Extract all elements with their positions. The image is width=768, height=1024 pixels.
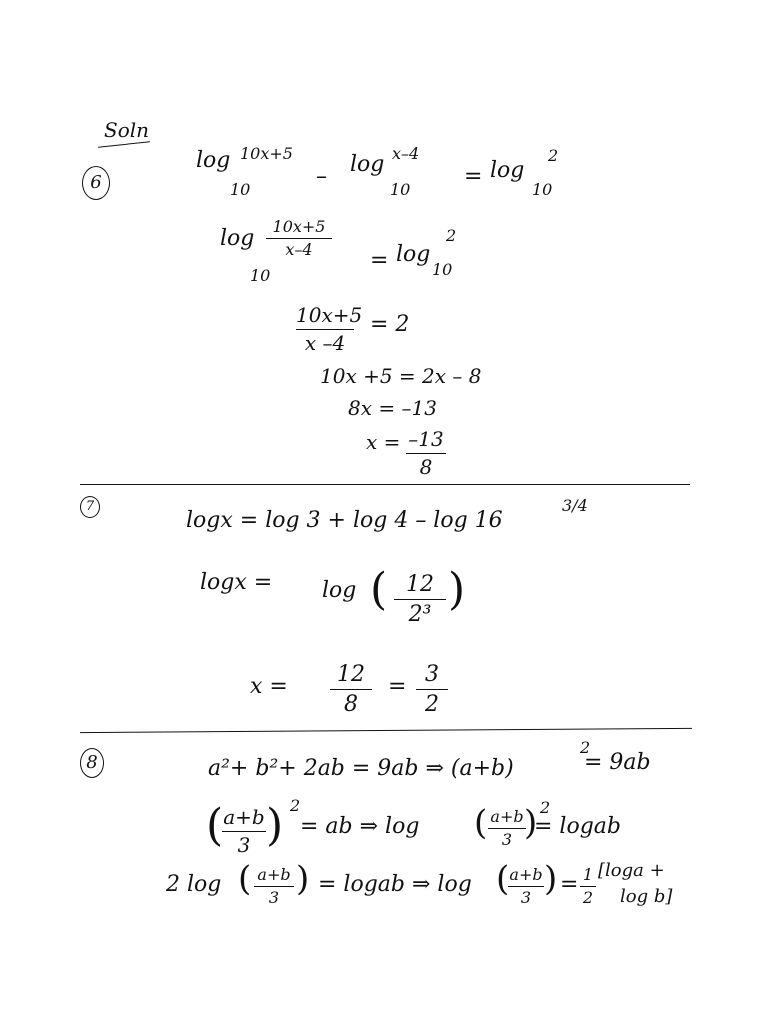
question-number-6: 6 <box>82 166 110 200</box>
fraction: 1 2 <box>580 866 596 908</box>
question-number-8: 8 <box>80 748 104 778</box>
fraction: 10x+5 x –4 <box>296 303 363 355</box>
section-divider <box>80 728 692 733</box>
question-number-7: 7 <box>80 496 100 518</box>
fraction: 12 8 <box>330 662 372 718</box>
fraction: 10x+5 x–4 <box>266 218 332 260</box>
fraction: a+b 3 <box>223 805 265 857</box>
fraction: a+b 3 <box>254 866 294 908</box>
fraction: –13 8 <box>406 428 446 479</box>
solution-underline <box>98 141 150 147</box>
q6-line-4: 10x +5 = 2x – 8 <box>320 364 482 388</box>
section-divider <box>80 484 690 485</box>
fraction: 12 2³ <box>394 572 446 628</box>
fraction: a+b 3 <box>509 865 543 908</box>
fraction: 3 2 <box>416 662 448 718</box>
q6-line-5: 8x = –13 <box>348 396 437 420</box>
fraction: a+b 3 <box>488 808 526 850</box>
solution-label: Soln <box>104 118 150 142</box>
